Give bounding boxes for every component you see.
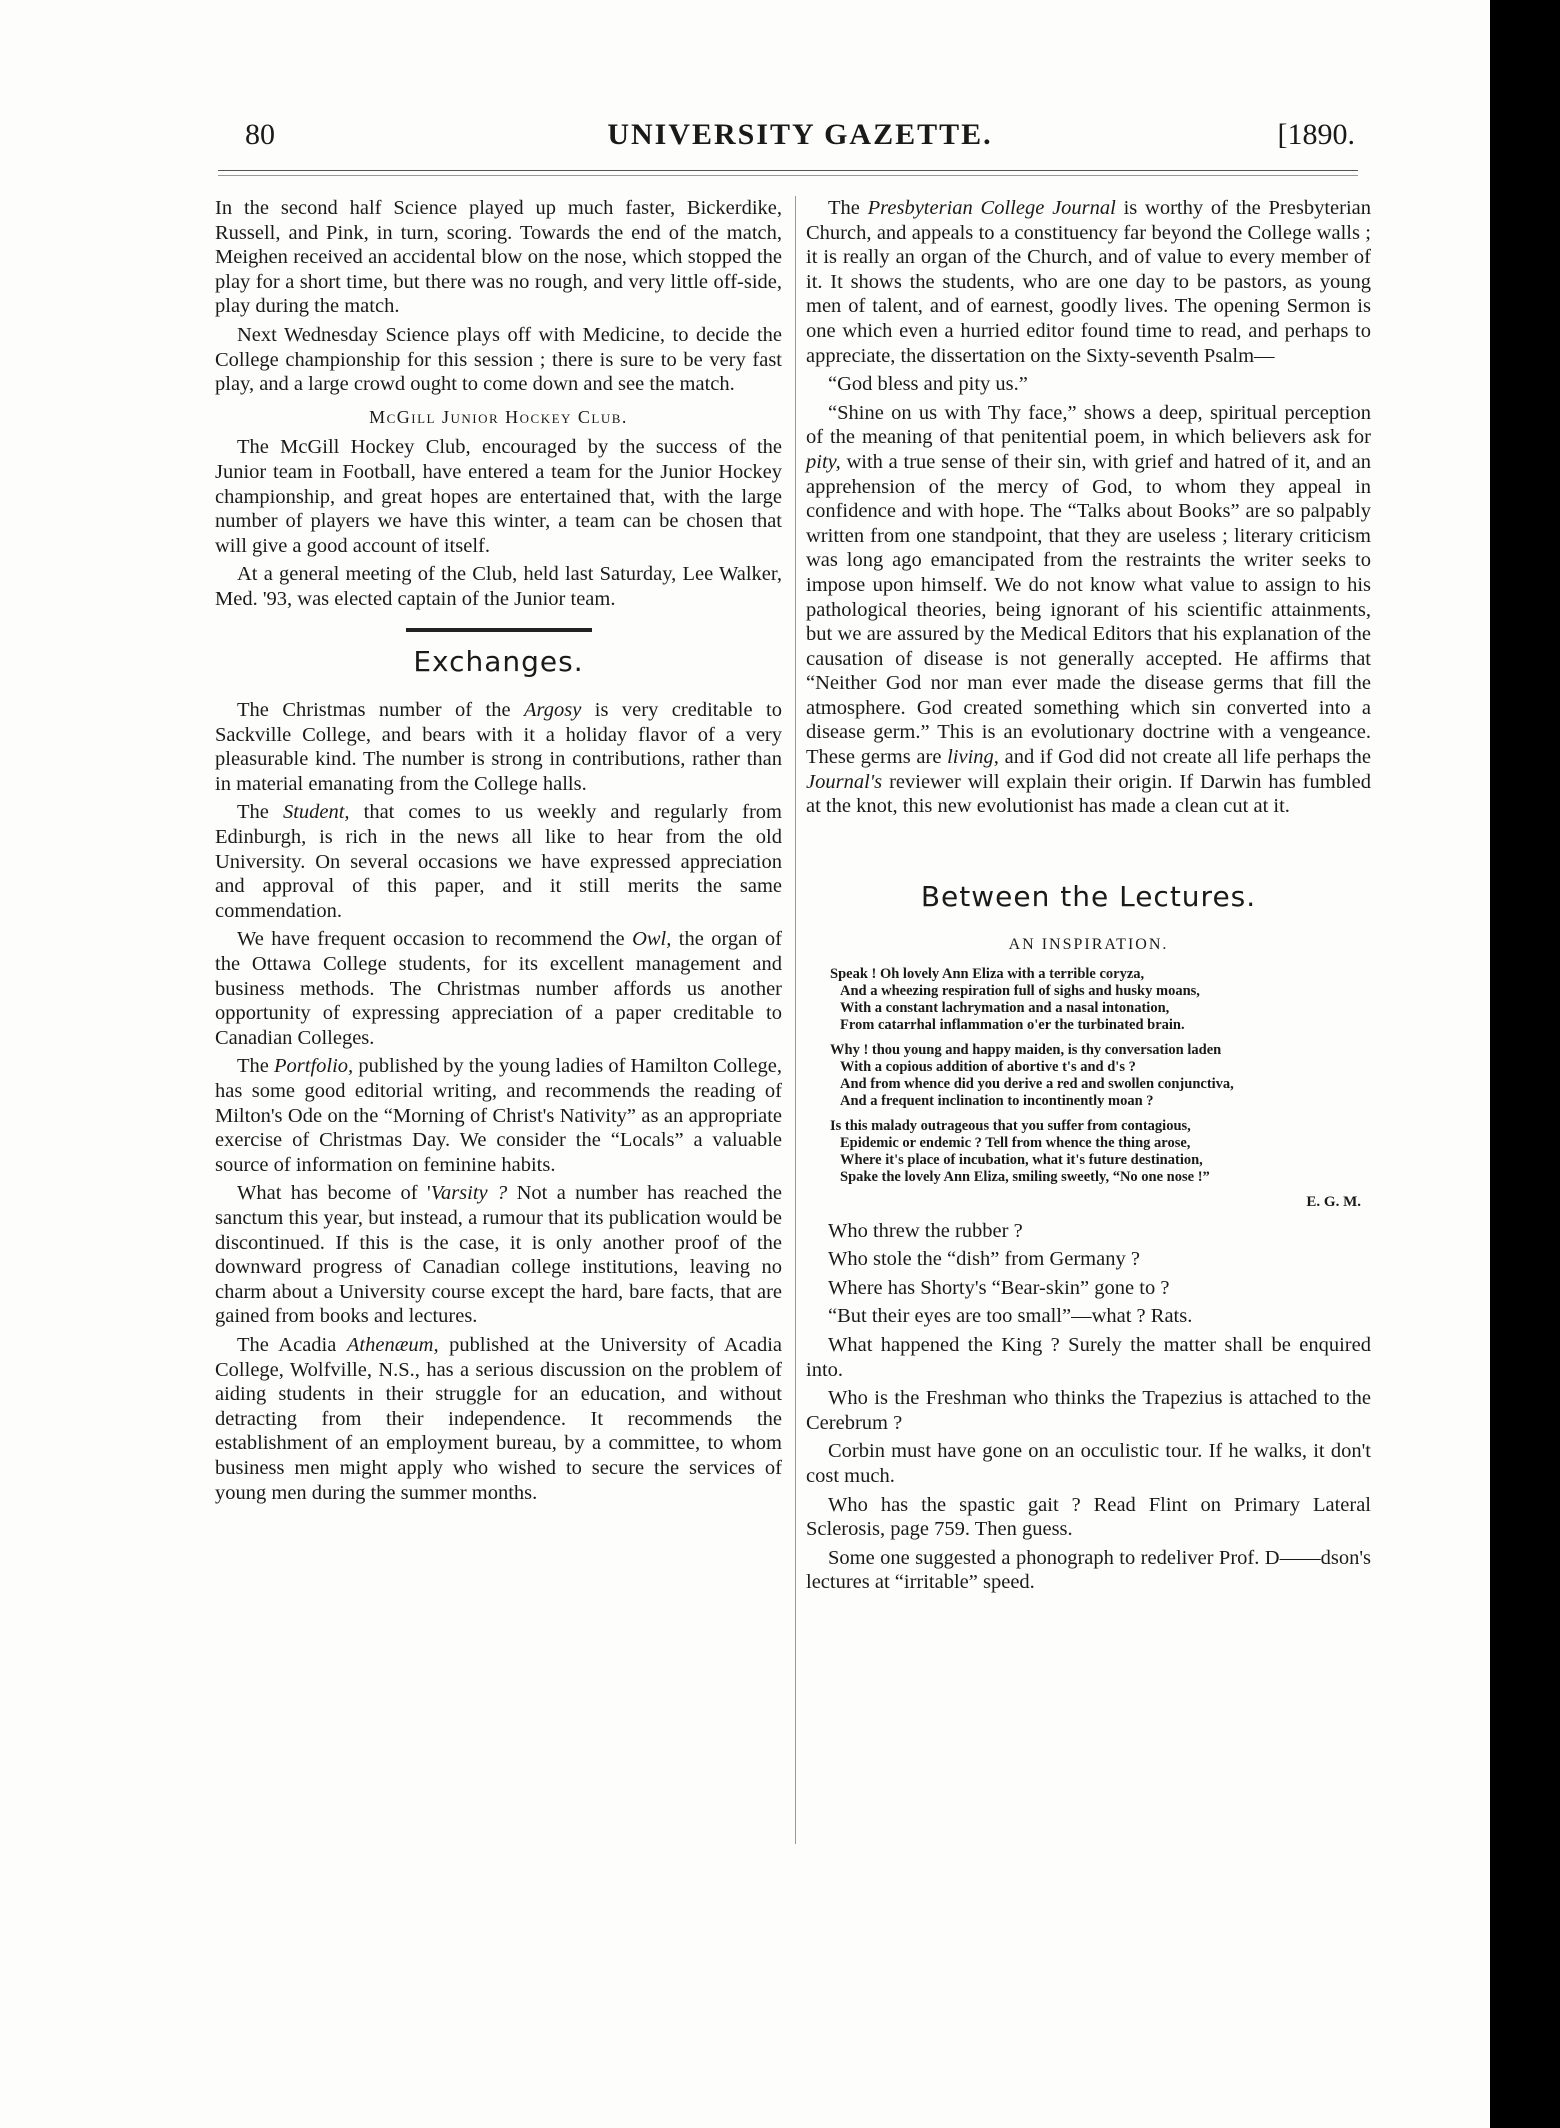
emphasis: Journal's	[806, 770, 883, 793]
text: published at the University of Acadia College, Wolfville, N.S., has a serious discussion on the problem of aiding students in their struggle for an education, and without detracting from their independence. It recommends the establishment of an employment bureau, by a committee, to whom business men might apply who wished to secure the services of young men during the summer months.	[215, 1333, 782, 1504]
header-rule-thin	[218, 175, 1358, 176]
page-header	[245, 118, 1355, 166]
text: The Christmas number of the	[237, 699, 525, 722]
poem-line: With a copious addition of abortive t's and d's ?	[840, 1059, 1136, 1076]
poem-signature: E. G. M.	[1306, 1194, 1361, 1211]
lectures-heading: Between the Lectures.	[920, 879, 1257, 913]
publication-name: Student,	[282, 801, 350, 824]
section-divider	[406, 628, 592, 632]
lecture-note: What happened the King ? Surely the matter shall be enquired into.	[806, 1334, 1371, 1381]
exchange-argosy	[215, 698, 782, 796]
publication-name: Presbyterian College Journal	[867, 197, 1116, 219]
poem-line: Epidemic or endemic ? Tell from whence the thing arose,	[840, 1135, 1191, 1152]
poem-line: Spake the lovely Ann Eliza, smiling sweetly, “No one nose !”	[840, 1169, 1210, 1186]
poem-line: With a constant lachrymation and a nasal intonation,	[840, 1000, 1170, 1017]
text: The Acadia	[237, 1333, 347, 1356]
poem-line: And from whence did you derive a red and swollen conjunctiva,	[840, 1076, 1234, 1093]
lecture-note: Where has Shorty's “Bear-skin” gone to ?	[828, 1276, 1170, 1299]
emphasis: pity,	[806, 450, 841, 473]
paragraph: Next Wednesday Science plays off with Medicine, to decide the College championship for this session ; there is sure to be very fast play, and a large crowd ought to come down and see the match.	[215, 323, 782, 396]
text: We have frequent occasion to recommend the	[237, 928, 633, 951]
lecture-note: Who stole the “dish” from Germany ?	[828, 1248, 1140, 1271]
publication-name: Argosy	[524, 699, 582, 722]
lecture-note: Corbin must have gone on an occulistic tour. If he walks, it don't cost much.	[806, 1440, 1371, 1487]
publication-name: Varsity ?	[430, 1182, 508, 1205]
publication-name: Portfolio,	[274, 1055, 354, 1078]
exchange-varsity	[215, 1181, 782, 1329]
emphasis: living,	[947, 746, 999, 769]
text: with a true sense of their sin, with grief and hatred of it, and an apprehension of the mercy of God, to whom they appeal in confidence and with hope. The “Talks about Books” are so palpably written from one standpoint, that they are useless ; literary criticism was long ago emancipated from the restraints the writer seeks to impose upon himself. We do not know what value to assign to his pathological theories, being ignorant of his scientific attainments, but we are assured by the Medical Editors that his explanation of the causation of disease is not generally accepted. He affirms that “Neither God nor man ever made the disease germs that fill the atmosphere. God created something which sin converted into a disease germ.” This is an evolutionary doctrine with a vengeance. These germs are	[806, 450, 1371, 769]
poem-line: Speak ! Oh lovely Ann Eliza with a terrible coryza,	[830, 966, 1145, 983]
text: published by the young ladies of Hamilton College, has some good editorial writing, and recommends the reading of Milton's Ode on the “Morning of Christ's Nativity” as an appropriate exercise of Christmas Day. We consider the “Locals” a valuable source of information on feminine habits.	[215, 1055, 782, 1176]
exchange-student	[215, 800, 782, 923]
text: reviewer will explain their origin. If Darwin has fumbled at the knot, this new evolutionist has made a clean cut at it.	[806, 770, 1371, 818]
text: The	[237, 1055, 275, 1078]
exchange-athenaeum	[215, 1333, 782, 1505]
column-divider	[795, 196, 796, 1844]
text: is very creditable to Sackville College, and bears with it a holiday flavor of a very pleasurable kind. The number is strong in contributions, rather than in material emanating from the College halls.	[215, 699, 782, 795]
psalm-quote: “God bless and pity us.”	[828, 373, 1028, 396]
poem-line: And a frequent inclination to incontinently moan ?	[840, 1093, 1154, 1110]
poem-stanza-3	[830, 1118, 1371, 1186]
lecture-note: Some one suggested a phonograph to redeliver Prof. D——dson's lectures at “irritable” speed.	[806, 1546, 1371, 1594]
hockey-club-heading: McGill Junior Hockey Club.	[369, 406, 628, 427]
right-column	[806, 196, 1371, 1599]
poem-line: And a wheezing respiration full of sighs and husky moans,	[840, 983, 1200, 1000]
lecture-note: Who is the Freshman who thinks the Trapezius is attached to the Cerebrum ?	[806, 1387, 1371, 1434]
lecture-note: “But their eyes are too small”—what ? Rats.	[828, 1305, 1193, 1328]
paragraph: The McGill Hockey Club, encouraged by the success of the Junior team in Football, have entered a team for the Junior Hockey championship, and great hopes are entertained that, with the large number of players we have this winter, a team can be chosen that will give a good account of itself.	[215, 436, 782, 557]
exchanges-heading: Exchanges.	[413, 644, 584, 678]
poem-line: Why ! thou young and happy maiden, is thy conversation laden	[830, 1042, 1222, 1059]
exchange-owl	[215, 927, 782, 1050]
exchange-presbyterian-journal	[806, 196, 1371, 368]
exchange-portfolio	[215, 1054, 782, 1177]
page-number: 80	[245, 118, 275, 151]
text: What has become of '	[237, 1182, 431, 1205]
text: “Shine on us with Thy face,” shows a deep, spiritual perception of the meaning of that penitential poem, in which believers ask for	[806, 401, 1371, 449]
issue-year: [1890.	[1277, 118, 1355, 151]
poem-line: From catarrhal inflammation o'er the turbinated brain.	[840, 1017, 1185, 1034]
lecture-note: Who has the spastic gait ? Read Flint on Primary Lateral Sclerosis, page 759. Then guess.	[806, 1493, 1371, 1541]
publication-name: Owl,	[632, 928, 672, 951]
text: The	[828, 197, 868, 219]
header-rule	[218, 170, 1358, 171]
publication-name: Athenæum,	[346, 1333, 439, 1356]
poem-stanza-2	[830, 1042, 1371, 1110]
publication-title: UNIVERSITY GAZETTE.	[607, 118, 993, 151]
text: that comes to us weekly and regularly from Edinburgh, is rich in the news all like to hear from the old University. On several occasions we have expressed appreciation and approval of this paper, and it still merits the same commendation.	[215, 801, 782, 922]
left-column	[215, 196, 782, 1509]
poem-title: AN INSPIRATION.	[1008, 936, 1169, 954]
text: Not a number has reached the sanctum this year, but instead, a rumour that its publication would be discontinued. If this is the case, it is only another proof of the downward progress of Canadian college institutions, leaving no charm about a University course except the hard, bare facts, that are gained from books and lectures.	[215, 1182, 782, 1328]
poem-stanza-1	[830, 966, 1371, 1034]
paragraph: In the second half Science played up much faster, Bickerdike, Russell, and Pink, in turn, scoring. Towards the end of the match, Meighen received an accidental blow on the nose, which stopped the play for a short time, but there was no rough, and very little off-side, play during the match.	[215, 197, 782, 318]
text: and if God did not create all life perhaps the	[998, 746, 1372, 769]
text: the organ of the Ottawa College students, for its excellent management and business methods. The Christmas number affords us another opportunity of expressing appreciation of a paper creditable to Canadian Colleges.	[215, 928, 782, 1049]
text: The	[237, 801, 283, 824]
lecture-note: Who threw the rubber ?	[828, 1219, 1023, 1242]
poem-line: Where it's place of incubation, what it's future destination,	[840, 1152, 1203, 1169]
poem-line: Is this malady outrageous that you suffer from contagious,	[830, 1118, 1191, 1135]
paragraph	[806, 401, 1371, 819]
paragraph: At a general meeting of the Club, held last Saturday, Lee Walker, Med. '93, was elected captain of the Junior team.	[215, 563, 782, 610]
text: is worthy of the Presbyterian Church, and appeals to a constituency far beyond the College walls ; it is really an organ of the Church, and of value to every member of it. It shows the students, who are one day to be pastors, as young men of talent, and of earnest, goodly lives. The opening Sermon is one which even a hurried editor found time to read, and perhaps to appreciate, the dissertation on the Sixty-seventh Psalm—	[806, 197, 1372, 367]
